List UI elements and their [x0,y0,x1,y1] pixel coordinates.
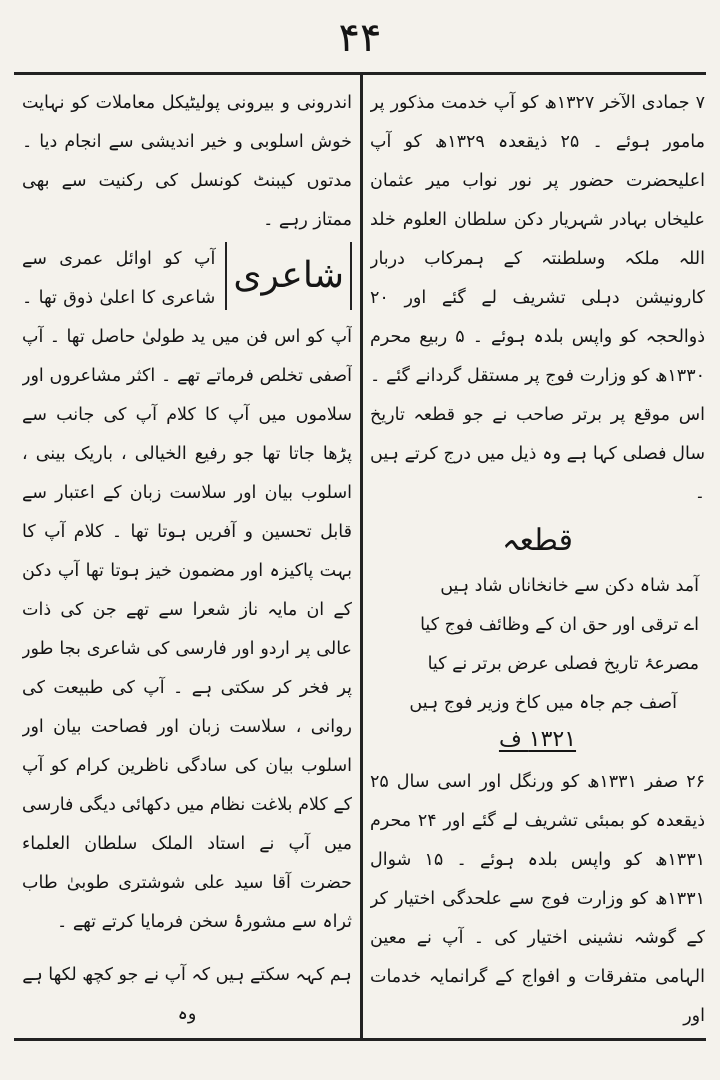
verse-line-1: آمد شاہ دکن سے خانخاناں شاد ہیں [440,576,699,596]
column-divider [360,74,363,1038]
qita-heading: قطعہ [501,523,573,558]
left-paragraph-1: اندرونی و بیرونی پولیٹیکل معاملات کو نہایت خوش اسلوبی و خیر اندیشی سے انجام دیا ۔ مدتوں کیبنٹ کونسل کی رکنیت سے بھی ممتاز رہے ۔ [22,93,352,230]
verse-line-2: اے ترقی اور حق ان کے وظائف فوج کیا [420,615,699,635]
left-paragraph-2: آپ کو اوائل عمری سے شاعری کا اعلیٰ ذوق تھا ۔ آپ کو اس فن میں ید طولیٰ حاصل تھا ۔ آپ آصفی تخلص فرماتے تھے ۔ اکثر مشاعروں اور سلاموں میں آپ کا کلام آپ کی جانب سے پڑھا جاتا تھا جو رفیع الخیالی ، باریک بینی ، اسلوب بیان اور سلاست زبان کے اعتبار سے قابل تحسین و آفریں ہوتا تھا ۔ کلام آپ کا بہت پاکیزہ اور مضمون خیز ہوتا تھا آپ دکن کے ان مایہ ناز شعرا سے تھے جن کی ذات عالی پر اردو اور فارسی کی شاعری بجا طور پر فخر کر سکتی ہے ۔ آپ کی طبیعت کی روانی ، سلاست زبان اور فصاحت بیان اور اسلوب بیان کی سادگی ناظرین کرام کو آپ کے کلام بلاغت نظام میں دکھائی دیگی فارسی میں آپ نے استاد الملک سلطان العلماء حضرت آقا سید علی شوشتری طوبیٰ طاب ثراہ سے مشورۂ سخن فرمایا کرتے تھے ۔ [22,249,352,932]
right-column [370,84,705,1029]
page-number: ۴۴ [338,15,382,61]
section-heading-shaeri: شاعری [225,242,352,310]
right-paragraph-1: ۷ جمادی الآخر ۱۳۲۷ھ کو آپ خدمت مذکور پر مامور ہوئے ۔ ۲۵ ذیقعدہ ۱۳۲۹ھ کو آپ اعلیحضرت حضور پر نور نواب میر عثمان علیخاں بہادر شہریار دکن سلطان العلوم خلد اللہ ملکہ وسلطنتہ کے ہمرکاب دربار کارونیشن دہلی تشریف لے گئے اور ۲۰ ذوالحجہ کو واپس بلدہ ہوئے ۔ ۵ ربیع محرم ۱۳۳۰ھ کو وزارت فوج پر مستقل گردانے گئے ۔ اس موقع پر برتر صاحب نے جو قطعہ تاریخ سال فصلی کہا ہے وہ ذیل میں درج کرتے ہیں ۔ [370,93,705,503]
bottom-rule [14,1038,706,1041]
verse-line-3: مصرعۂ تاریخ فصلی عرض برتر نے کیا [427,654,699,674]
verse-line-4: آصف جم جاہ میں کاخ وزیر فوج ہیں [409,693,677,713]
left-column [22,84,352,1029]
chronogram-year: ۱۳۲۱ ف [498,727,577,752]
right-paragraph-2: ۲۶ صفر ۱۳۳۱ھ کو ورنگل اور اسی سال ۲۵ ذیقعدہ کو بمبئی تشریف لے گئے اور ۲۴ محرم ۱۳۳۱ھ کو واپس بلدہ ہوئے ۔ ۱۵ شوال ۱۳۳۱ھ کو وزارت فوج سے علحدگی اختیار کر کے گوشہ نشینی اختیار کی ۔ آپ نے معین الہامی متفرقات و افواج کے گرانمایہ خدمات اور [370,772,705,1026]
left-paragraph-3: ہم کہہ سکتے ہیں کہ آپ نے جو کچھ لکھا ہے وہ [22,965,352,1024]
